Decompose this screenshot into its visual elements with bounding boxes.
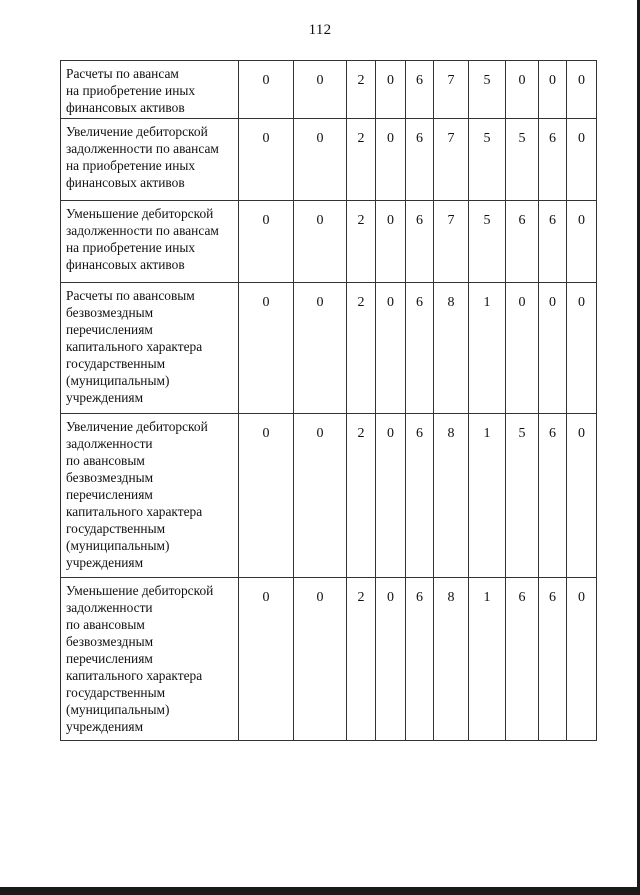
account-name-line: финансовых активов bbox=[66, 257, 185, 272]
code-digit-cell: 0 bbox=[294, 414, 347, 578]
code-digit-cell: 0 bbox=[239, 283, 294, 414]
code-digit-cell: 0 bbox=[239, 578, 294, 741]
code-digit-cell: 0 bbox=[239, 201, 294, 283]
code-digit-cell: 5 bbox=[469, 201, 506, 283]
code-digit-cell: 0 bbox=[539, 283, 567, 414]
code-digit-cell: 2 bbox=[347, 61, 376, 119]
code-digit-cell: 0 bbox=[376, 119, 406, 201]
code-digit-cell: 1 bbox=[469, 283, 506, 414]
code-digit-cell: 0 bbox=[567, 119, 597, 201]
account-name-line: капитального характера bbox=[66, 668, 203, 683]
code-digit-cell: 2 bbox=[347, 119, 376, 201]
account-name-line: задолженности bbox=[66, 600, 153, 615]
code-digit-cell: 8 bbox=[434, 578, 469, 741]
account-name-cell bbox=[61, 119, 239, 201]
accounts-table bbox=[60, 60, 597, 741]
code-digit-cell: 8 bbox=[434, 414, 469, 578]
code-digit-cell: 0 bbox=[506, 283, 539, 414]
code-digit-cell: 0 bbox=[567, 61, 597, 119]
code-digit-cell: 0 bbox=[567, 201, 597, 283]
account-name-line: капитального характера bbox=[66, 504, 203, 519]
account-name-line: перечислениям bbox=[66, 487, 153, 502]
code-digit-cell: 7 bbox=[434, 119, 469, 201]
table-row bbox=[61, 201, 597, 283]
account-name-line: (муниципальным) bbox=[66, 702, 170, 717]
scan-edge-bottom bbox=[0, 887, 640, 895]
code-digit-cell: 0 bbox=[567, 414, 597, 578]
account-name-line: Уменьшение дебиторской bbox=[66, 583, 214, 598]
account-name-line: задолженности по авансам bbox=[66, 141, 219, 156]
table-row bbox=[61, 283, 597, 414]
account-name-line: Уменьшение дебиторской bbox=[66, 206, 214, 221]
code-digit-cell: 1 bbox=[469, 578, 506, 741]
code-digit-cell: 0 bbox=[239, 119, 294, 201]
account-name-line: на приобретение иных bbox=[66, 83, 196, 98]
account-name-line: государственным bbox=[66, 685, 166, 700]
page-number: 112 bbox=[308, 22, 332, 38]
table-row bbox=[61, 414, 597, 578]
code-digit-cell: 6 bbox=[406, 414, 434, 578]
account-name-cell bbox=[61, 201, 239, 283]
account-name-line: Расчеты по авансам bbox=[66, 66, 179, 81]
code-digit-cell: 6 bbox=[539, 201, 567, 283]
account-name-line: по авансовым bbox=[66, 617, 145, 632]
account-name-line: Увеличение дебиторской bbox=[66, 419, 208, 434]
account-name-line: на приобретение иных bbox=[66, 158, 196, 173]
code-digit-cell: 2 bbox=[347, 201, 376, 283]
code-digit-cell: 0 bbox=[294, 201, 347, 283]
account-name-cell bbox=[61, 578, 239, 741]
code-digit-cell: 0 bbox=[376, 414, 406, 578]
code-digit-cell: 6 bbox=[406, 201, 434, 283]
account-name-line: учреждениям bbox=[66, 719, 144, 734]
code-digit-cell: 6 bbox=[539, 414, 567, 578]
account-name-cell bbox=[61, 61, 239, 119]
code-digit-cell: 0 bbox=[506, 61, 539, 119]
code-digit-cell: 0 bbox=[294, 61, 347, 119]
code-digit-cell: 0 bbox=[294, 578, 347, 741]
code-digit-cell: 6 bbox=[506, 201, 539, 283]
code-digit-cell: 0 bbox=[376, 283, 406, 414]
code-digit-cell: 8 bbox=[434, 283, 469, 414]
code-digit-cell: 2 bbox=[347, 578, 376, 741]
code-digit-cell: 0 bbox=[567, 578, 597, 741]
code-digit-cell: 5 bbox=[469, 61, 506, 119]
code-digit-cell: 6 bbox=[406, 283, 434, 414]
account-name-line: Увеличение дебиторской bbox=[66, 124, 208, 139]
account-name-line: (муниципальным) bbox=[66, 373, 170, 388]
table-row bbox=[61, 119, 597, 201]
table-body bbox=[61, 61, 597, 741]
code-digit-cell: 0 bbox=[239, 61, 294, 119]
code-digit-cell: 0 bbox=[376, 201, 406, 283]
table-row bbox=[61, 578, 597, 741]
account-name-line: финансовых активов bbox=[66, 175, 185, 190]
account-name-line: задолженности bbox=[66, 436, 153, 451]
code-digit-cell: 7 bbox=[434, 61, 469, 119]
code-digit-cell: 7 bbox=[434, 201, 469, 283]
account-name-line: безвозмездным bbox=[66, 470, 154, 485]
account-name-line: (муниципальным) bbox=[66, 538, 170, 553]
code-digit-cell: 0 bbox=[376, 61, 406, 119]
code-digit-cell: 2 bbox=[347, 414, 376, 578]
code-digit-cell: 2 bbox=[347, 283, 376, 414]
code-digit-cell: 6 bbox=[406, 119, 434, 201]
code-digit-cell: 5 bbox=[469, 119, 506, 201]
code-digit-cell: 6 bbox=[539, 119, 567, 201]
code-digit-cell: 0 bbox=[239, 414, 294, 578]
account-name-line: безвозмездным bbox=[66, 305, 154, 320]
code-digit-cell: 5 bbox=[506, 119, 539, 201]
account-name-line: государственным bbox=[66, 521, 166, 536]
account-name-line: капитального характера bbox=[66, 339, 203, 354]
account-name-line: перечислениям bbox=[66, 322, 153, 337]
code-digit-cell: 1 bbox=[469, 414, 506, 578]
account-name-cell bbox=[61, 283, 239, 414]
account-name-line: задолженности по авансам bbox=[66, 223, 219, 238]
code-digit-cell: 5 bbox=[506, 414, 539, 578]
code-digit-cell: 6 bbox=[506, 578, 539, 741]
account-name-line: учреждениям bbox=[66, 390, 144, 405]
code-digit-cell: 0 bbox=[567, 283, 597, 414]
code-digit-cell: 0 bbox=[539, 61, 567, 119]
account-name-line: на приобретение иных bbox=[66, 240, 196, 255]
code-digit-cell: 0 bbox=[294, 283, 347, 414]
account-name-line: перечислениям bbox=[66, 651, 153, 666]
code-digit-cell: 0 bbox=[376, 578, 406, 741]
code-digit-cell: 6 bbox=[539, 578, 567, 741]
code-digit-cell: 6 bbox=[406, 61, 434, 119]
account-name-line: безвозмездным bbox=[66, 634, 154, 649]
account-name-line: Расчеты по авансовым bbox=[66, 288, 195, 303]
table-row bbox=[61, 61, 597, 119]
account-name-line: государственным bbox=[66, 356, 166, 371]
account-name-line: по авансовым bbox=[66, 453, 145, 468]
account-name-line: финансовых активов bbox=[66, 100, 185, 115]
code-digit-cell: 0 bbox=[294, 119, 347, 201]
code-digit-cell: 6 bbox=[406, 578, 434, 741]
account-name-line: учреждениям bbox=[66, 555, 144, 570]
account-name-cell bbox=[61, 414, 239, 578]
